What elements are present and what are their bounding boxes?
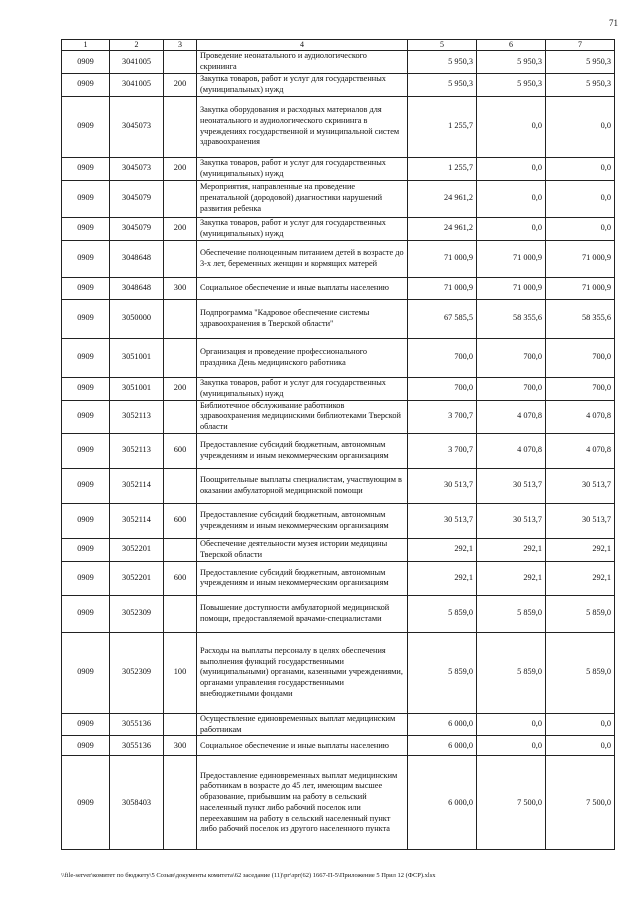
description-cell: Закупка товаров, работ и услуг для государственных (муниципальных) нужд (197, 157, 408, 180)
target-code-cell: 3055136 (110, 713, 164, 736)
amount-cell: 6 000,0 (408, 713, 477, 736)
amount-cell: 0,0 (477, 96, 546, 157)
target-code-cell: 3045079 (110, 180, 164, 217)
expense-type-cell (164, 338, 197, 377)
amount-cell: 71 000,9 (546, 240, 615, 277)
amount-cell: 292,1 (477, 538, 546, 561)
target-code-cell: 3052113 (110, 400, 164, 433)
expense-type-cell (164, 713, 197, 736)
description-cell: Обеспечение деятельности музея истории медицины Тверской области (197, 538, 408, 561)
amount-cell: 24 961,2 (408, 180, 477, 217)
section-cell: 0909 (62, 240, 110, 277)
amount-cell: 5 859,0 (546, 595, 615, 632)
target-code-cell: 3051001 (110, 377, 164, 400)
amount-cell: 30 513,7 (546, 468, 615, 503)
target-code-cell: 3045073 (110, 157, 164, 180)
amount-cell: 71 000,9 (477, 277, 546, 299)
section-cell: 0909 (62, 277, 110, 299)
amount-cell: 0,0 (546, 736, 615, 756)
amount-cell: 292,1 (546, 561, 615, 595)
amount-cell: 5 950,3 (408, 73, 477, 96)
description-cell: Социальное обеспечение и иные выплаты населению (197, 277, 408, 299)
description-cell: Предоставление субсидий бюджетным, автономным учреждениям и иным некоммерческим организациям (197, 503, 408, 538)
table-body (62, 51, 615, 850)
header-cell: 5 (408, 40, 477, 51)
target-code-cell: 3048648 (110, 277, 164, 299)
expense-type-cell (164, 595, 197, 632)
description-cell: Закупка оборудования и расходных материалов для неонатального и аудиологического скрининга в учреждениях государственной и муниципальной систем здравоохранения (197, 96, 408, 157)
table-row (62, 736, 615, 756)
amount-cell: 1 255,7 (408, 96, 477, 157)
section-cell: 0909 (62, 299, 110, 338)
amount-cell: 5 950,3 (477, 73, 546, 96)
budget-table (61, 39, 615, 850)
description-cell: Организация и проведение профессионального праздника День медицинского работника (197, 338, 408, 377)
amount-cell: 0,0 (477, 713, 546, 736)
table-row (62, 468, 615, 503)
amount-cell: 5 859,0 (477, 595, 546, 632)
table-row (62, 51, 615, 74)
description-cell: Осуществление единовременных выплат медицинским работникам (197, 713, 408, 736)
amount-cell: 0,0 (546, 180, 615, 217)
amount-cell: 700,0 (408, 377, 477, 400)
amount-cell: 5 859,0 (408, 632, 477, 713)
header-cell: 7 (546, 40, 615, 51)
amount-cell: 292,1 (408, 561, 477, 595)
description-cell: Закупка товаров, работ и услуг для государственных (муниципальных) нужд (197, 217, 408, 240)
description-cell: Повышение доступности амбулаторной медицинской помощи, предоставляемой врачами-специалистами (197, 595, 408, 632)
amount-cell: 3 700,7 (408, 433, 477, 468)
amount-cell: 0,0 (477, 736, 546, 756)
header-cell: 3 (164, 40, 197, 51)
description-cell: Поощрительные выплаты специалистам, участвующим в оказании амбулаторной медицинской помощи (197, 468, 408, 503)
expense-type-cell: 600 (164, 433, 197, 468)
table-row (62, 299, 615, 338)
amount-cell: 0,0 (477, 217, 546, 240)
table-row (62, 400, 615, 433)
expense-type-cell (164, 299, 197, 338)
section-cell: 0909 (62, 538, 110, 561)
expense-type-cell: 200 (164, 377, 197, 400)
section-cell: 0909 (62, 377, 110, 400)
amount-cell: 71 000,9 (477, 240, 546, 277)
amount-cell: 700,0 (477, 377, 546, 400)
amount-cell: 6 000,0 (408, 736, 477, 756)
amount-cell: 292,1 (408, 538, 477, 561)
amount-cell: 0,0 (546, 217, 615, 240)
description-cell: Социальное обеспечение и иные выплаты населению (197, 736, 408, 756)
amount-cell: 67 585,5 (408, 299, 477, 338)
amount-cell: 30 513,7 (477, 503, 546, 538)
section-cell: 0909 (62, 756, 110, 850)
section-cell: 0909 (62, 632, 110, 713)
expense-type-cell: 200 (164, 217, 197, 240)
target-code-cell: 3052309 (110, 632, 164, 713)
table-row (62, 240, 615, 277)
expense-type-cell (164, 756, 197, 850)
table-row (62, 595, 615, 632)
amount-cell: 4 070,8 (477, 400, 546, 433)
target-code-cell: 3058403 (110, 756, 164, 850)
section-cell: 0909 (62, 96, 110, 157)
table-row (62, 503, 615, 538)
table-row (62, 433, 615, 468)
description-cell: Библиотечное обслуживание работников здравоохранения медицинскими библиотеками Тверской области (197, 400, 408, 433)
amount-cell: 4 070,8 (546, 400, 615, 433)
table-row (62, 217, 615, 240)
target-code-cell: 3045079 (110, 217, 164, 240)
target-code-cell: 3048648 (110, 240, 164, 277)
target-code-cell: 3041005 (110, 51, 164, 74)
expense-type-cell: 300 (164, 277, 197, 299)
target-code-cell: 3055136 (110, 736, 164, 756)
amount-cell: 7 500,0 (546, 756, 615, 850)
target-code-cell: 3052309 (110, 595, 164, 632)
table-row (62, 157, 615, 180)
section-cell: 0909 (62, 433, 110, 468)
expense-type-cell (164, 240, 197, 277)
description-cell: Предоставление субсидий бюджетным, автономным учреждениям и иным некоммерческим организациям (197, 433, 408, 468)
expense-type-cell: 300 (164, 736, 197, 756)
target-code-cell: 3052114 (110, 503, 164, 538)
file-path-footer: \\file-server\комитет по бюджету\5 Созыв\документы комитета\62 заседание (11)\рг\зрг(62) 1667-П-5\Приложение 5 Прил 12 (ФСР).xlsx (61, 872, 436, 879)
expense-type-cell (164, 400, 197, 433)
amount-cell: 700,0 (546, 377, 615, 400)
description-cell: Расходы на выплаты персоналу в целях обеспечения выполнения функций государственными (муниципальными) органами, казенными учреждениями, органами управления государственными внебюджетными фондами (197, 632, 408, 713)
target-code-cell: 3052201 (110, 538, 164, 561)
amount-cell: 71 000,9 (546, 277, 615, 299)
section-cell: 0909 (62, 180, 110, 217)
amount-cell: 58 355,6 (546, 299, 615, 338)
amount-cell: 7 500,0 (477, 756, 546, 850)
section-cell: 0909 (62, 400, 110, 433)
amount-cell: 292,1 (546, 538, 615, 561)
target-code-cell: 3051001 (110, 338, 164, 377)
description-cell: Мероприятия, направленные на проведение пренатальной (дородовой) диагностики нарушений развития ребенка (197, 180, 408, 217)
section-cell: 0909 (62, 595, 110, 632)
table-row (62, 561, 615, 595)
header-cell: 4 (197, 40, 408, 51)
description-cell: Предоставление субсидий бюджетным, автономным учреждениям и иным некоммерческим организациям (197, 561, 408, 595)
amount-cell: 0,0 (546, 713, 615, 736)
amount-cell: 5 950,3 (477, 51, 546, 74)
amount-cell: 24 961,2 (408, 217, 477, 240)
header-cell: 6 (477, 40, 546, 51)
section-cell: 0909 (62, 468, 110, 503)
amount-cell: 5 950,3 (546, 73, 615, 96)
target-code-cell: 3052114 (110, 468, 164, 503)
section-cell: 0909 (62, 217, 110, 240)
expense-type-cell (164, 96, 197, 157)
expense-type-cell (164, 180, 197, 217)
target-code-cell: 3052201 (110, 561, 164, 595)
description-cell: Предоставление единовременных выплат медицинским работникам в возрасте до 45 лет, имеющим высшее образование, прибывшим на работу в сельский населенный пункт либо рабочий поселок или переехавшим на работу в сельский населенный пункт либо рабочий поселок из другого населенного пункта (197, 756, 408, 850)
amount-cell: 5 859,0 (477, 632, 546, 713)
section-cell: 0909 (62, 157, 110, 180)
amount-cell: 700,0 (408, 338, 477, 377)
amount-cell: 5 859,0 (408, 595, 477, 632)
table-row (62, 538, 615, 561)
target-code-cell: 3041005 (110, 73, 164, 96)
section-cell: 0909 (62, 736, 110, 756)
section-cell: 0909 (62, 561, 110, 595)
amount-cell: 71 000,9 (408, 240, 477, 277)
expense-type-cell: 200 (164, 73, 197, 96)
table-row (62, 96, 615, 157)
amount-cell: 700,0 (546, 338, 615, 377)
target-code-cell: 3045073 (110, 96, 164, 157)
section-cell: 0909 (62, 73, 110, 96)
amount-cell: 3 700,7 (408, 400, 477, 433)
page-number: 71 (609, 18, 618, 28)
amount-cell: 4 070,8 (546, 433, 615, 468)
table-row (62, 180, 615, 217)
table-row (62, 632, 615, 713)
target-code-cell: 3052113 (110, 433, 164, 468)
expense-type-cell: 600 (164, 561, 197, 595)
amount-cell: 30 513,7 (477, 468, 546, 503)
expense-type-cell (164, 51, 197, 74)
header-cell: 1 (62, 40, 110, 51)
description-cell: Подпрограмма "Кадровое обеспечение системы здравоохранения в Тверской области" (197, 299, 408, 338)
expense-type-cell: 100 (164, 632, 197, 713)
amount-cell: 700,0 (477, 338, 546, 377)
target-code-cell: 3050000 (110, 299, 164, 338)
table-row (62, 73, 615, 96)
section-cell: 0909 (62, 51, 110, 74)
amount-cell: 5 950,3 (546, 51, 615, 74)
amount-cell: 0,0 (477, 157, 546, 180)
table-row (62, 713, 615, 736)
header-row (62, 40, 615, 51)
amount-cell: 4 070,8 (477, 433, 546, 468)
amount-cell: 1 255,7 (408, 157, 477, 180)
description-cell: Проведение неонатального и аудиологического скрининга (197, 51, 408, 74)
table-row (62, 377, 615, 400)
table-row (62, 277, 615, 299)
description-cell: Обеспечение полноценным питанием детей в возрасте до 3-х лет, беременных женщин и кормящих матерей (197, 240, 408, 277)
description-cell: Закупка товаров, работ и услуг для государственных (муниципальных) нужд (197, 377, 408, 400)
expense-type-cell (164, 538, 197, 561)
amount-cell: 5 950,3 (408, 51, 477, 74)
table-row (62, 756, 615, 850)
amount-cell: 58 355,6 (477, 299, 546, 338)
expense-type-cell (164, 468, 197, 503)
amount-cell: 5 859,0 (546, 632, 615, 713)
amount-cell: 0,0 (546, 96, 615, 157)
expense-type-cell: 600 (164, 503, 197, 538)
amount-cell: 6 000,0 (408, 756, 477, 850)
amount-cell: 0,0 (477, 180, 546, 217)
amount-cell: 292,1 (477, 561, 546, 595)
amount-cell: 30 513,7 (408, 468, 477, 503)
expense-type-cell: 200 (164, 157, 197, 180)
description-cell: Закупка товаров, работ и услуг для государственных (муниципальных) нужд (197, 73, 408, 96)
amount-cell: 30 513,7 (546, 503, 615, 538)
section-cell: 0909 (62, 713, 110, 736)
section-cell: 0909 (62, 338, 110, 377)
header-cell: 2 (110, 40, 164, 51)
table-row (62, 338, 615, 377)
amount-cell: 0,0 (546, 157, 615, 180)
section-cell: 0909 (62, 503, 110, 538)
amount-cell: 30 513,7 (408, 503, 477, 538)
amount-cell: 71 000,9 (408, 277, 477, 299)
